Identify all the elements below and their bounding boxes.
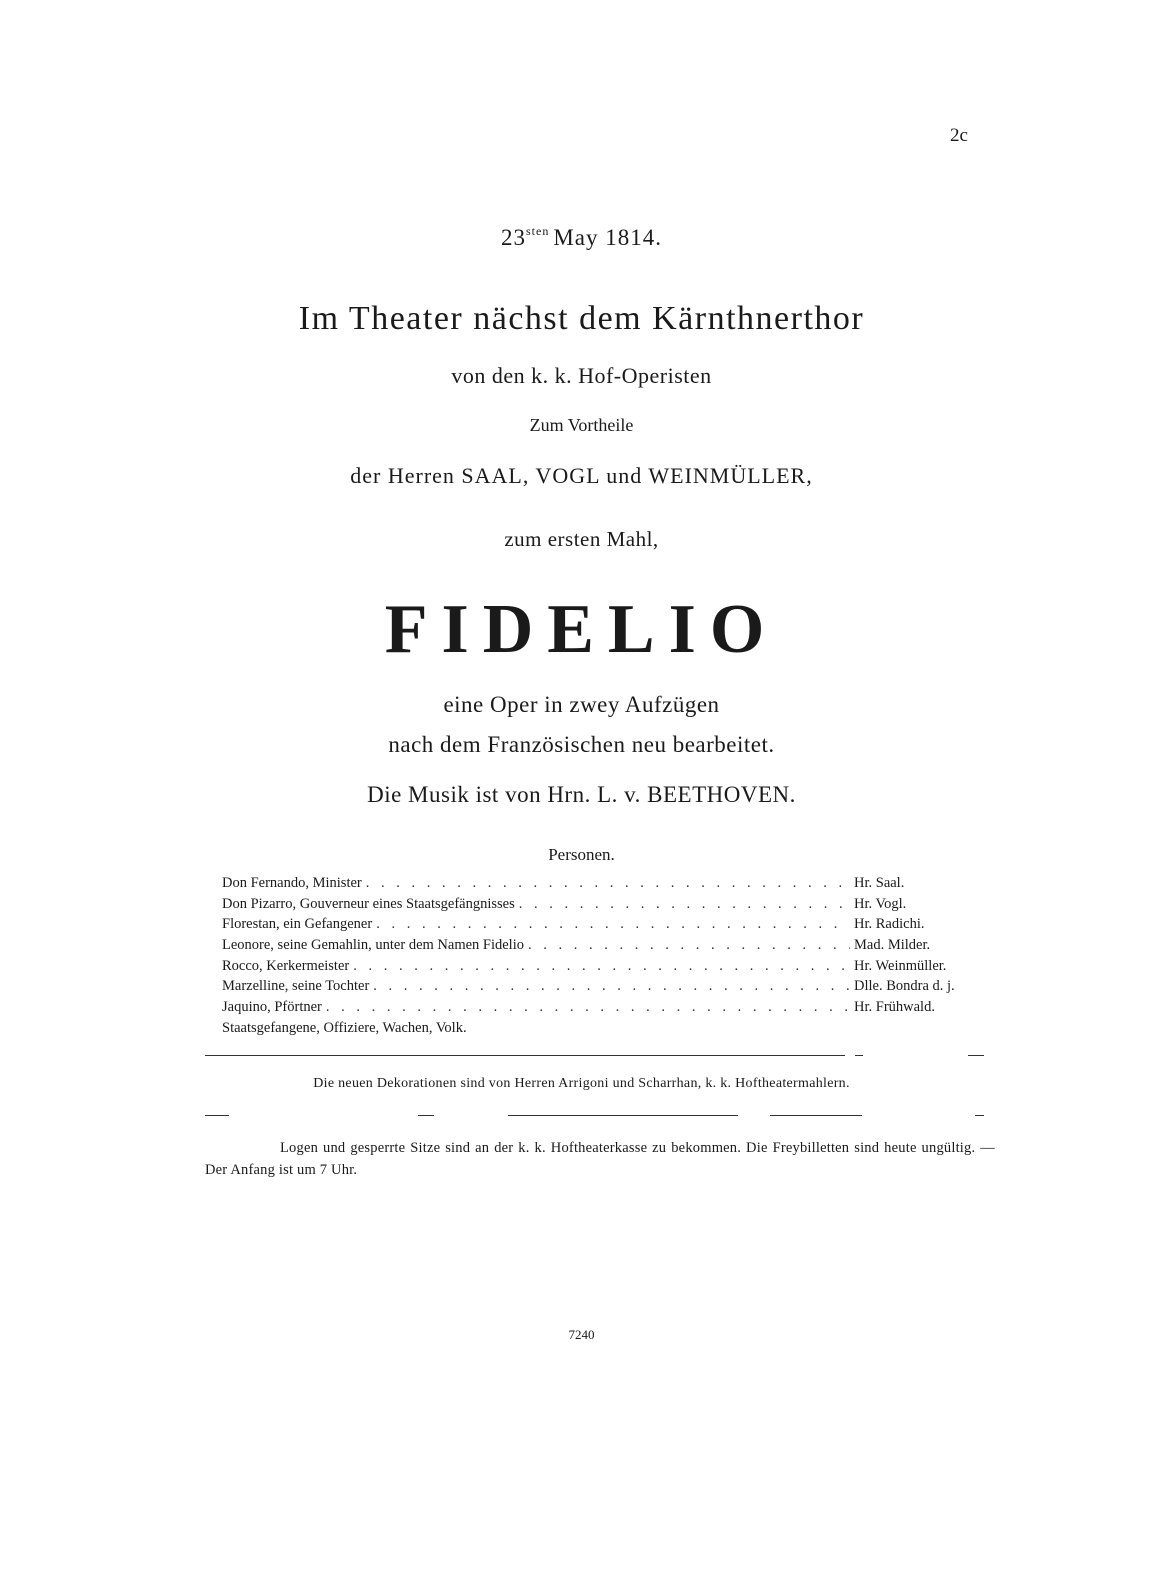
cast-singer: Hr. Weinmüller. <box>854 957 947 974</box>
divider-rule <box>855 1055 863 1056</box>
cast-row <box>222 976 982 997</box>
cast-singer: Dlle. Bondra d. j. <box>854 978 955 995</box>
company-line: von den k. k. Hof-Operisten <box>451 363 712 388</box>
cast-row <box>222 873 982 894</box>
catalog-number: 7240 <box>568 1327 595 1342</box>
cast-role: Leonore, seine Gemahlin, unter dem Namen Fidelio <box>222 937 524 954</box>
cast-row <box>222 956 982 977</box>
cast-role: Don Pizarro, Gouverneur eines Staatsgefängnisses <box>222 895 515 912</box>
divider-rule <box>770 1115 862 1116</box>
page-number: 2c <box>950 125 968 146</box>
cast-row <box>222 914 982 935</box>
leader-dots <box>376 914 850 935</box>
cast-singer: Hr. Saal. <box>854 875 905 891</box>
composer-line: Die Musik ist von Hrn. L. v. BEETHOVEN. <box>367 782 796 807</box>
leader-dots <box>366 873 850 894</box>
cast-role: Florestan, ein Gefangener <box>222 916 373 933</box>
premiere-line: zum ersten Mahl, <box>504 527 659 551</box>
divider-rule <box>418 1115 434 1116</box>
theatre-line: Im Theater nächst dem Kärnthnerthor <box>298 300 865 337</box>
cast-role: Marzelline, seine Tochter <box>222 978 370 995</box>
leader-dots <box>373 976 850 997</box>
cast-singer: Hr. Radichi. <box>854 916 925 933</box>
box-office-note: Logen und gesperrte Sitze sind an der k. k. Hoftheaterkasse zu bekommen. Die Freybilletten sind heute ungültig. — Der Anfang ist um 7 Uhr. <box>205 1140 995 1178</box>
cast-singer: Mad. Milder. <box>854 937 931 954</box>
decorations-note: Die neuen Dekorationen sind von Herren Arrigoni und Scharrhan, k. k. Hoftheatermahlern. <box>313 1076 850 1091</box>
beneficiaries-line: der Herren SAAL, VOGL und WEINMÜLLER, <box>350 463 813 488</box>
cast-singer: Hr. Vogl. <box>854 895 907 912</box>
cast-role: Rocco, Kerkermeister <box>222 957 350 974</box>
cast-row <box>222 894 982 915</box>
divider-rule <box>508 1115 738 1116</box>
date-line <box>0 224 1163 251</box>
leader-dots <box>326 997 850 1018</box>
subtitle-line-1: eine Oper in zwey Aufzügen <box>443 692 720 717</box>
benefit-line: Zum Vortheile <box>529 415 634 435</box>
date-suffix: sten <box>525 224 550 238</box>
date-day: 23 <box>500 225 526 250</box>
divider-rule <box>205 1115 229 1116</box>
personen-heading: Personen. <box>548 845 615 864</box>
cast-extras <box>222 1018 982 1039</box>
leader-dots <box>353 956 850 977</box>
cast-row <box>222 997 982 1018</box>
opera-title: FIDELIO <box>384 591 779 668</box>
cast-row <box>222 935 982 956</box>
subtitle-line-2: nach dem Französischen neu bearbeitet. <box>388 732 775 757</box>
cast-extras-text: Staatsgefangene, Offiziere, Wachen, Volk. <box>222 1019 467 1036</box>
cast-singer: Hr. Frühwald. <box>854 999 935 1016</box>
divider-rule <box>968 1055 984 1056</box>
leader-dots <box>519 894 850 915</box>
leader-dots <box>528 935 850 956</box>
date-rest: May 1814. <box>553 225 662 250</box>
cast-role: Don Fernando, Minister <box>222 875 362 891</box>
divider-rule <box>975 1115 984 1116</box>
cast-list <box>222 873 982 1039</box>
cast-role: Jaquino, Pförtner <box>222 999 322 1016</box>
divider-rule <box>205 1055 845 1056</box>
